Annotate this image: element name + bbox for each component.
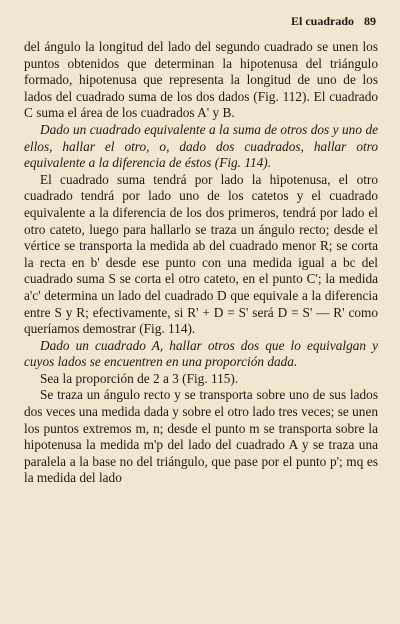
paragraph-continuation: del ángulo la longitud del lado del segundo cuadrado se unen los puntos obtenidos que determinan la hipotenusa del triángulo formado, hipotenusa que representa la longitud de uno de los lados del cuadrado suma de los dos dados (Fig. 112). El cuadrado C suma el área de los cuadrados A' y B. xyxy=(24,39,378,121)
paragraph-problem-statement xyxy=(24,122,378,172)
paragraph-problem-statement xyxy=(24,338,378,371)
problem-statement-text: Dado un cuadrado equivalente a la suma de otros dos y uno de ellos, hallar el otro, o, dado dos cuadrados, hallar otro equivalente a la diferencia de éstos (Fig. 114). xyxy=(24,121,378,171)
running-title: El cuadrado xyxy=(290,14,354,28)
running-header xyxy=(24,14,376,29)
body-text xyxy=(24,39,378,487)
paragraph-proportion: Sea la proporción de 2 a 3 (Fig. 115). xyxy=(40,370,239,386)
paragraph-solution: El cuadrado suma tendrá por lado la hipotenusa, el otro cuadrado tendrá por lado uno de los catetos y el cuadrado equivalente a la diferencia de los dos primeros, tendrá por lado el otro cateto, luego para hallarlo se traza un ángulo recto; desde el vértice se transporta la medida ab del cuadrado menor R; se corta la recta en b' desde ese punto con una medida igual a bc del cuadrado suma S se corta el otro cateto, en el punto C'; la medida a'c' determina un lado del cuadrado D que equivale a la diferencia entre S y R; efectivamente, si R' + D = S' será D = S' — R' como queríamos demostrar (Fig. 114). xyxy=(24,171,378,337)
problem-statement-text: Dado un cuadrado A, hallar otros dos que lo equivalgan y cuyos lados se encuentren en una proporción dada. xyxy=(24,337,378,370)
paragraph-construction: Se traza un ángulo recto y se transporta sobre uno de sus lados dos veces una medida dada y sobre el otro lado tres veces; se unen los puntos extremos m, n; desde el punto m se transporta sobre la hipotenusa la medida m'p del lado del cuadrado A y se traza una paralela a la base no del triángulo, que pase por el punto p'; mq es la medida del lado xyxy=(24,387,378,486)
page-number: 89 xyxy=(364,14,376,28)
